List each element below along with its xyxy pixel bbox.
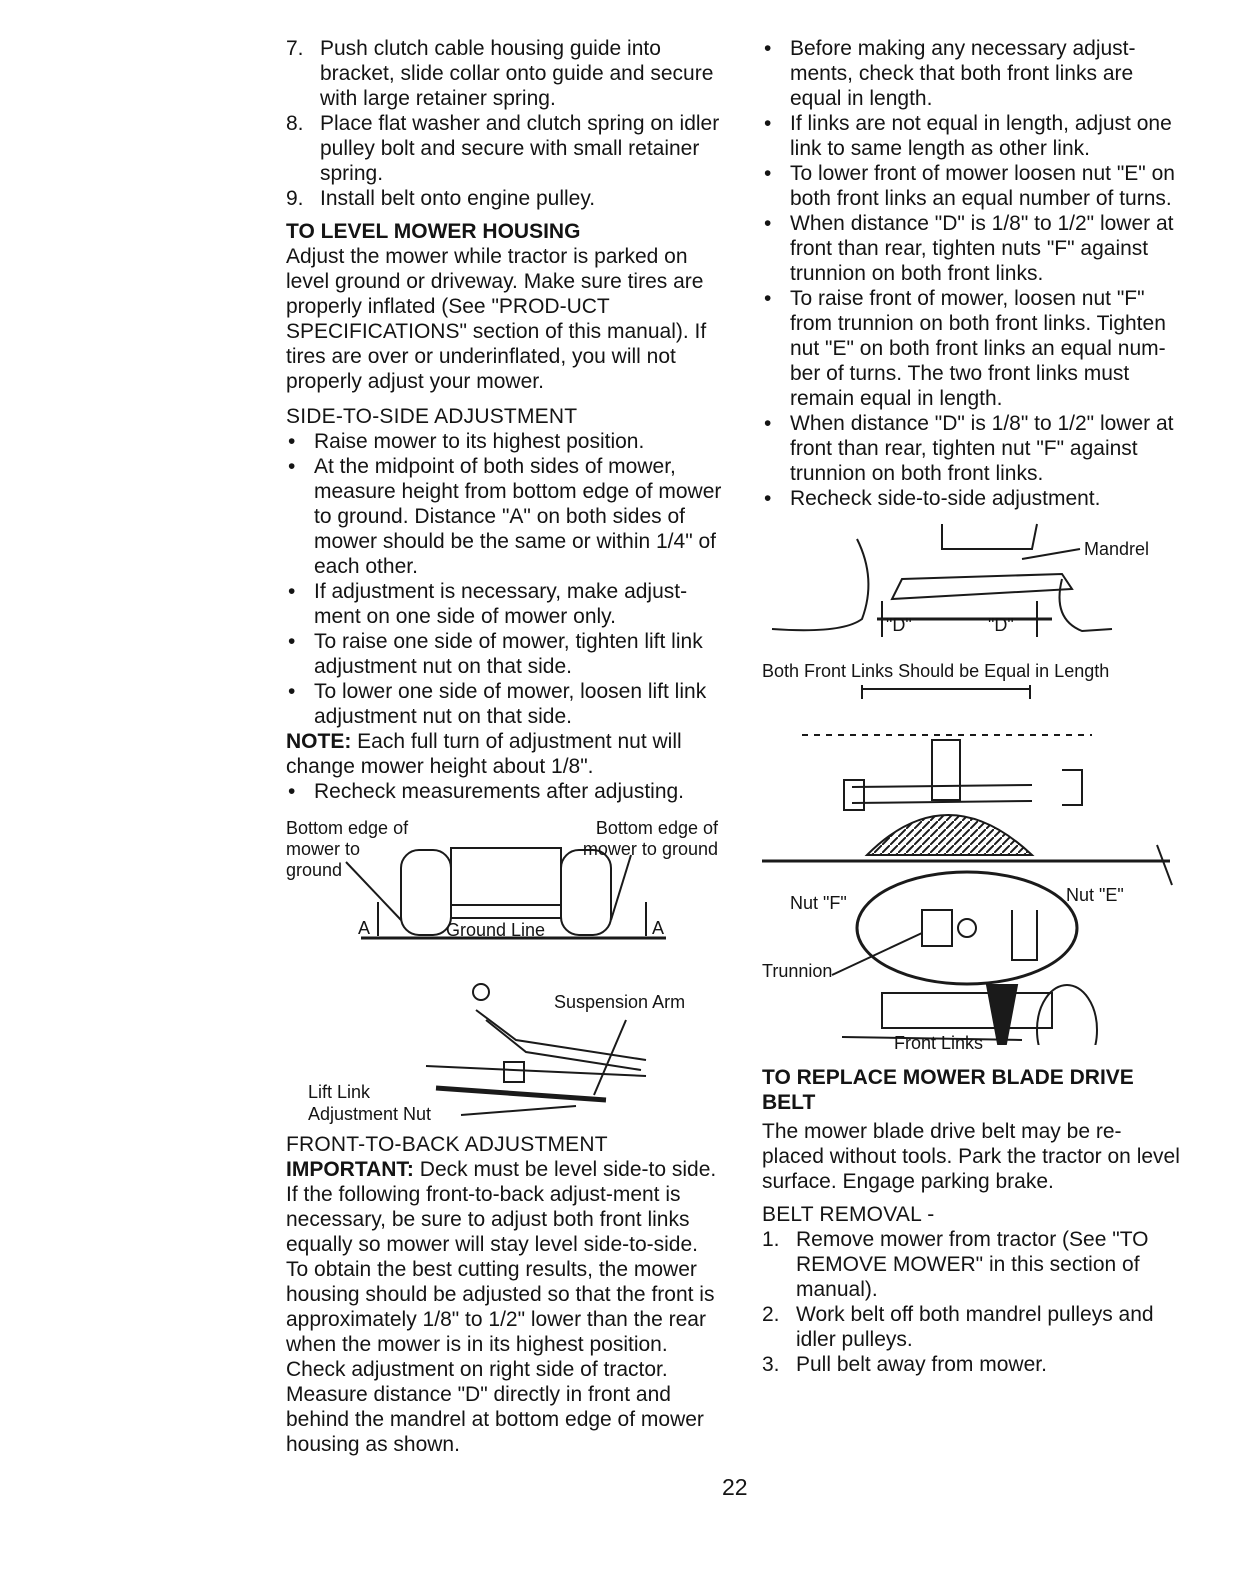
note-text: Each full turn of adjustment nut will change mower height about 1/8". [286,730,682,778]
obtain-paragraph: To obtain the best cutting results, the mower housing should be adjusted so that the front is approximately 1/8" to 1/2" lower than the rear when the mower is in its highest position. [286,1258,715,1356]
step-8: 8. Place flat washer and clutch spring on idler pulley bolt and secure with small retainer spring. [286,112,720,185]
side-to-side-heading: SIDE-TO-SIDE ADJUSTMENT [286,405,578,428]
belt-removal-heading: BELT REMOVAL - [762,1203,935,1226]
left-column [286,36,726,1457]
trunnion-label: Trunnion [762,961,833,981]
bottom-edge-left-label: Bottom edge of mower to ground [286,818,409,880]
front-bullet: • If links are not equal in length, adjust one link to same length as other link. [764,112,1172,160]
side-bullet: • Raise mower to its highest position. [288,430,645,453]
removal-step-2: 2. Work belt off both mandrel pulleys and idler pulleys. [762,1303,1154,1351]
step-9: 9. Install belt onto engine pulley. [286,187,596,210]
important-label: IMPORTANT: [286,1158,414,1181]
front-bullet: • Before making any necessary adjust-ments, check that both front links are equal in length. [764,37,1136,110]
side-bullet: • If adjustment is necessary, make adjust-ment on one side of mower only. [288,580,688,628]
mandrel-caption: Both Front Links Should be Equal in Length [762,661,1110,681]
side-bullet: • At the midpoint of both sides of mower, measure height from bottom edge of mower to ground. Distance "A" on both sides of mower should be the same or within 1/4" of each other. [288,455,722,578]
bottom-edge-right-label: Bottom edge of mower to ground [582,818,718,859]
front-bullet: • To raise front of mower, loosen nut "F" from trunnion on both front links. Tighten nut "E" on both front links an equal num-ber of turns. The two front links must remain equal in length. [764,287,1166,410]
distance-d-right: "D" [988,615,1014,635]
front-bullet: • Recheck side-to-side adjustment. [764,487,1101,510]
ground-line-label: Ground Line [446,920,546,940]
distance-d-left: "D" [886,615,912,635]
check-paragraph: Check adjustment on right side of tractor. Measure distance "D" directly in front and behind the mandrel at bottom edge of mower housing as shown. [286,1358,704,1456]
level-mower-paragraph: Adjust the mower while tractor is parked on level ground or driveway. Make sure tires are properly inflated (See "PROD-UCT SPECIFICATIONS" section of this manual). If tires are over or underinflated, you will not properly adjust your mower. [286,245,707,393]
removal-step-3: 3. Pull belt away from mower. [762,1353,1047,1376]
front-bullet: • To lower front of mower loosen nut "E" on both front links an equal number of turns. [764,162,1175,210]
side-bullet: • To lower one side of mower, loosen lift link adjustment nut on that side. [288,680,707,728]
front-bullet: • When distance "D" is 1/8" to 1/2" lower at front than rear, tighten nut "F" against trunnion on both front links. [764,412,1174,485]
mandrel-label: Mandrel [1084,539,1150,559]
removal-step-1: 1. Remove mower from tractor (See "TO REMOVE MOWER" in this section of manual). [762,1228,1149,1301]
nut-e-label: Nut "E" [1066,885,1124,905]
front-links-drawing [762,685,1182,1045]
side-bullet: • To raise one side of mower, tighten lift link adjustment nut on that side. [288,630,703,678]
distance-a-right: A [652,918,665,938]
important-text: Deck must be level side-to side. If the following front-to-back adjust-ment is necessary, be sure to adjust both front links equally so mower will stay level side-to-side. [286,1158,717,1256]
distance-a-left: A [358,918,371,938]
replace-belt-heading: TO REPLACE MOWER BLADE DRIVE BELT [762,1066,1134,1114]
note-label: NOTE: [286,730,352,753]
recheck-bullet: • Recheck measurements after adjusting. [288,780,685,803]
replace-belt-paragraph: The mower blade drive belt may be re-placed without tools. Park the tractor on level surface. Engage parking brake. [762,1120,1180,1193]
front-links-label: Front Links [894,1033,984,1053]
note [286,729,726,779]
lift-link-label: Lift Link [308,1082,371,1102]
front-links-figure [762,685,1182,1053]
front-bullet: • When distance "D" is 1/8" to 1/2" lower at front than rear, tighten nuts "F" against trunnion on both front links. [764,212,1174,285]
lift-link-figure [286,980,726,1130]
adjustment-nut-label: Adjustment Nut [308,1104,432,1124]
page-number: 22 [722,1474,748,1500]
nut-f-label: Nut "F" [790,893,847,913]
right-column [762,36,1182,1377]
level-mower-heading: TO LEVEL MOWER HOUSING [286,220,581,243]
front-to-back-heading: FRONT-TO-BACK ADJUSTMENT [286,1133,608,1156]
step-7: 7. Push clutch cable housing guide into bracket, slide collar onto guide and secure with large retainer spring. [286,37,714,110]
suspension-arm-label: Suspension Arm [554,992,686,1012]
mandrel-figure [762,519,1182,659]
side-adjustment-figure [286,810,726,980]
important-paragraph [286,1157,726,1257]
